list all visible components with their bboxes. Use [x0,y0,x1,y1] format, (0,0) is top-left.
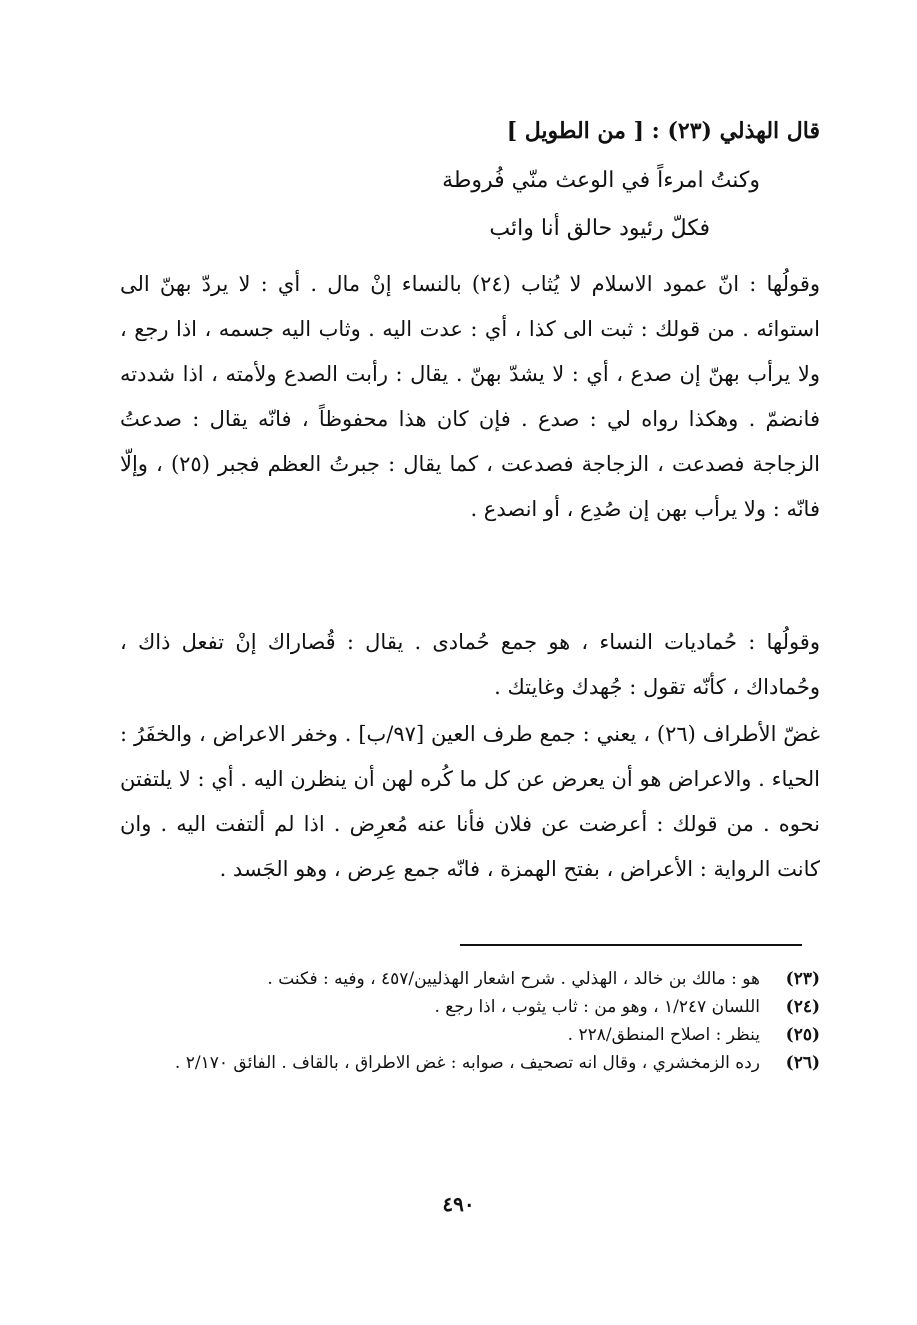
footnote-text: ينظر : اصلاح المنطق/٢٢٨ . [567,1025,760,1045]
body-paragraph-3: غضّ الأطراف (٢٦) ، يعني : جمع طرف العين [٩٧/ب] . وخفر الاعراض ، والخفَرُ : الحياء . والاعراض هو أن يعرض عن كل ما كُره لهن أن ينظرن اليه . أي : لا يلتفتن نحوه . من قولك : أعرضت عن فلان فأنا عنه مُعرِض . اذا لم ألتفت اليه . وان كانت الرواية : الأعراض ، بفتح الهمزة ، فانّه جمع عِرض ، وهو الجَسد . [120,722,820,881]
body-paragraph-1: وقولُها : انّ عمود الاسلام لا يُثاب (٢٤) بالنساء إنْ مال . أي : لا يردّ بهنّ الى استوائه . من قولك : ثبت الى كذا ، أي : عدت اليه . وثاب اليه جسمه ، اذا رجع ، ولا يرأب بهنّ إن صدع ، أي : لا يشدّ بهنّ . يقال : رأبت الصدع ولأمته ، اذا شددته فانضمّ . وهكذا رواه لي : صدع . فإن كان هذا محفوظاً ، فانّه يقال : صدعتُ الزجاجة فصدعت ، الزجاجة فصدعت ، كما يقال : جبرتُ العظم فجبر (٢٥) ، وإلّا فانّه : ولا يرأب بهن إن صُدِع ، أو انصدع . [120,272,821,521]
footnote [140,993,820,1021]
footnote-number: (٢٥) [785,1025,820,1045]
footnote-number: (٢٦) [785,1053,820,1073]
footnote-text: اللسان ١/٢٤٧ ، وهو من : ثاب يثوب ، اذا رجع . [434,997,760,1017]
footnote-number: (٢٣) [785,969,820,989]
footnote-number: (٢٤) [785,997,820,1017]
footnote [140,1049,820,1077]
body-paragraph-2: وقولُها : حُماديات النساء ، هو جمع حُمادى . يقال : قُصاراك إنْ تفعل ذاك ، وحُماداك ، كأنّه تقول : جُهدك وغايتك . [120,630,820,699]
footnote-text: هو : مالك بن خالد ، الهذلي . شرح اشعار الهذليين/٤٥٧ ، وفيه : فكنت . [267,969,760,989]
footnote [140,965,820,993]
footnote-text: رده الزمخشري ، وقال انه تصحيف ، صوابه : غض الاطراق ، بالقاف . الفائق ٢/١٧٠ . [174,1053,760,1073]
footnote-divider [460,944,802,946]
poem-heading: قال الهذلي (٢٣) : [ من الطويل ] [506,118,820,144]
page-number: ٤٩٠ [442,1192,475,1216]
footnote [140,1021,820,1049]
footnotes [140,965,820,1077]
verse-line-1: وكنتُ امرءاً في الوعث منّي فُروطة [442,168,760,193]
verse-line-2: فكلّ رئيود حالق أنا وائب [489,216,710,241]
